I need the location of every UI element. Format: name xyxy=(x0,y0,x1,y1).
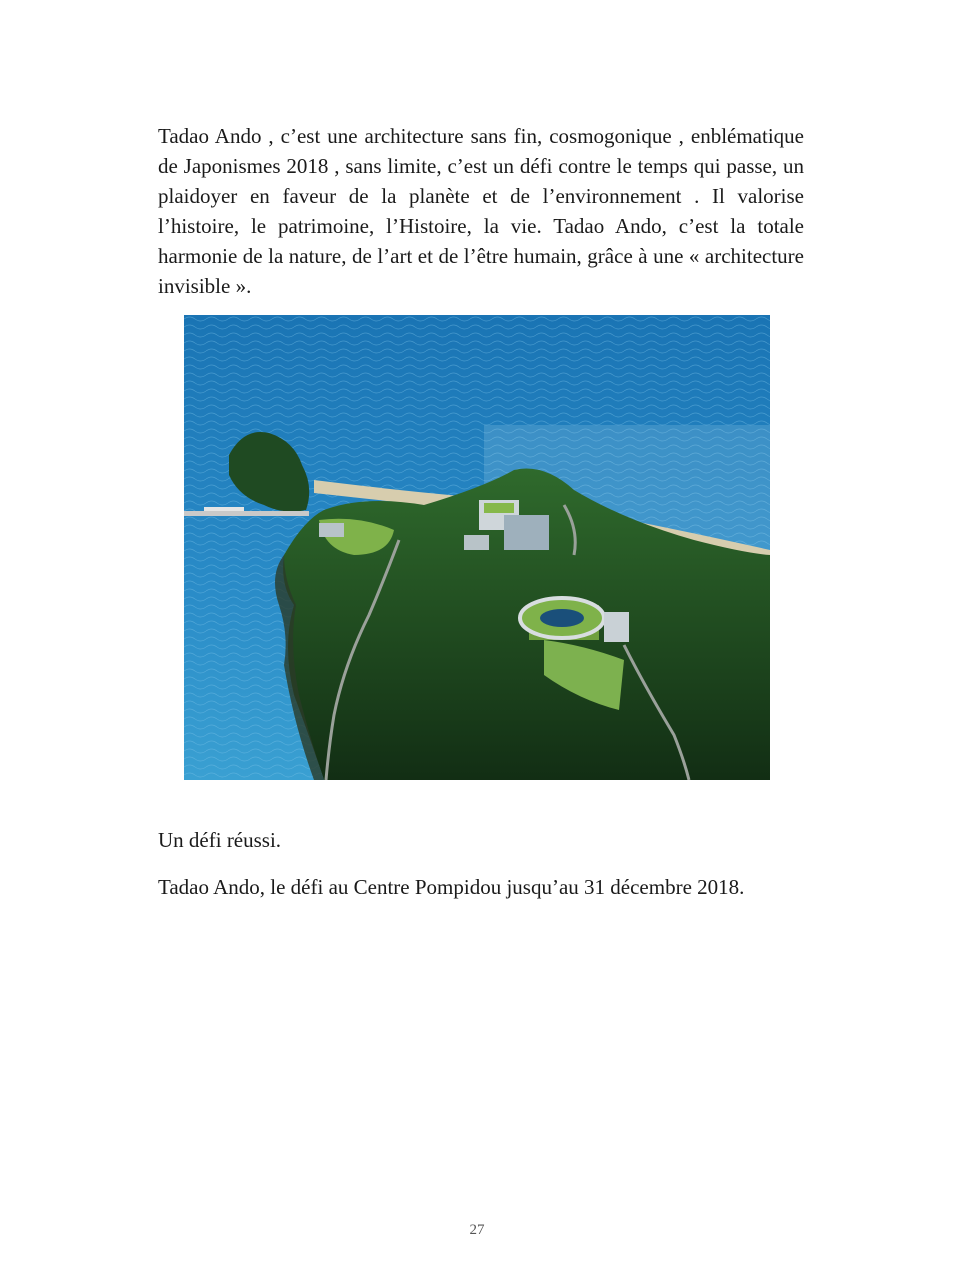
aerial-photo-illustration xyxy=(184,315,770,780)
paragraph-success: Un défi réussi. xyxy=(158,828,282,852)
paragraph-intro: Tadao Ando , c’est une architecture sans fin, cosmogonique , enblématique de Japonismes 2018 , sans limite, c’est un défi contre le temps qui passe, un plaidoyer en faveur de la planète et de l’environnement . Il valorise l’histoire, le patrimoine, l’Histoire, la vie. Tadao Ando, c’est la totale harmonie de la nature, de l’art et de l’être humain, grâce à une « architecture invisible ». xyxy=(158,124,804,298)
paragraph-exhibition: Tadao Ando, le défi au Centre Pompidou jusqu’au 31 décembre 2018. xyxy=(158,875,745,899)
page-number: 27 xyxy=(469,1222,485,1238)
pier xyxy=(184,511,309,516)
aerial-photo-coastline xyxy=(184,315,770,780)
